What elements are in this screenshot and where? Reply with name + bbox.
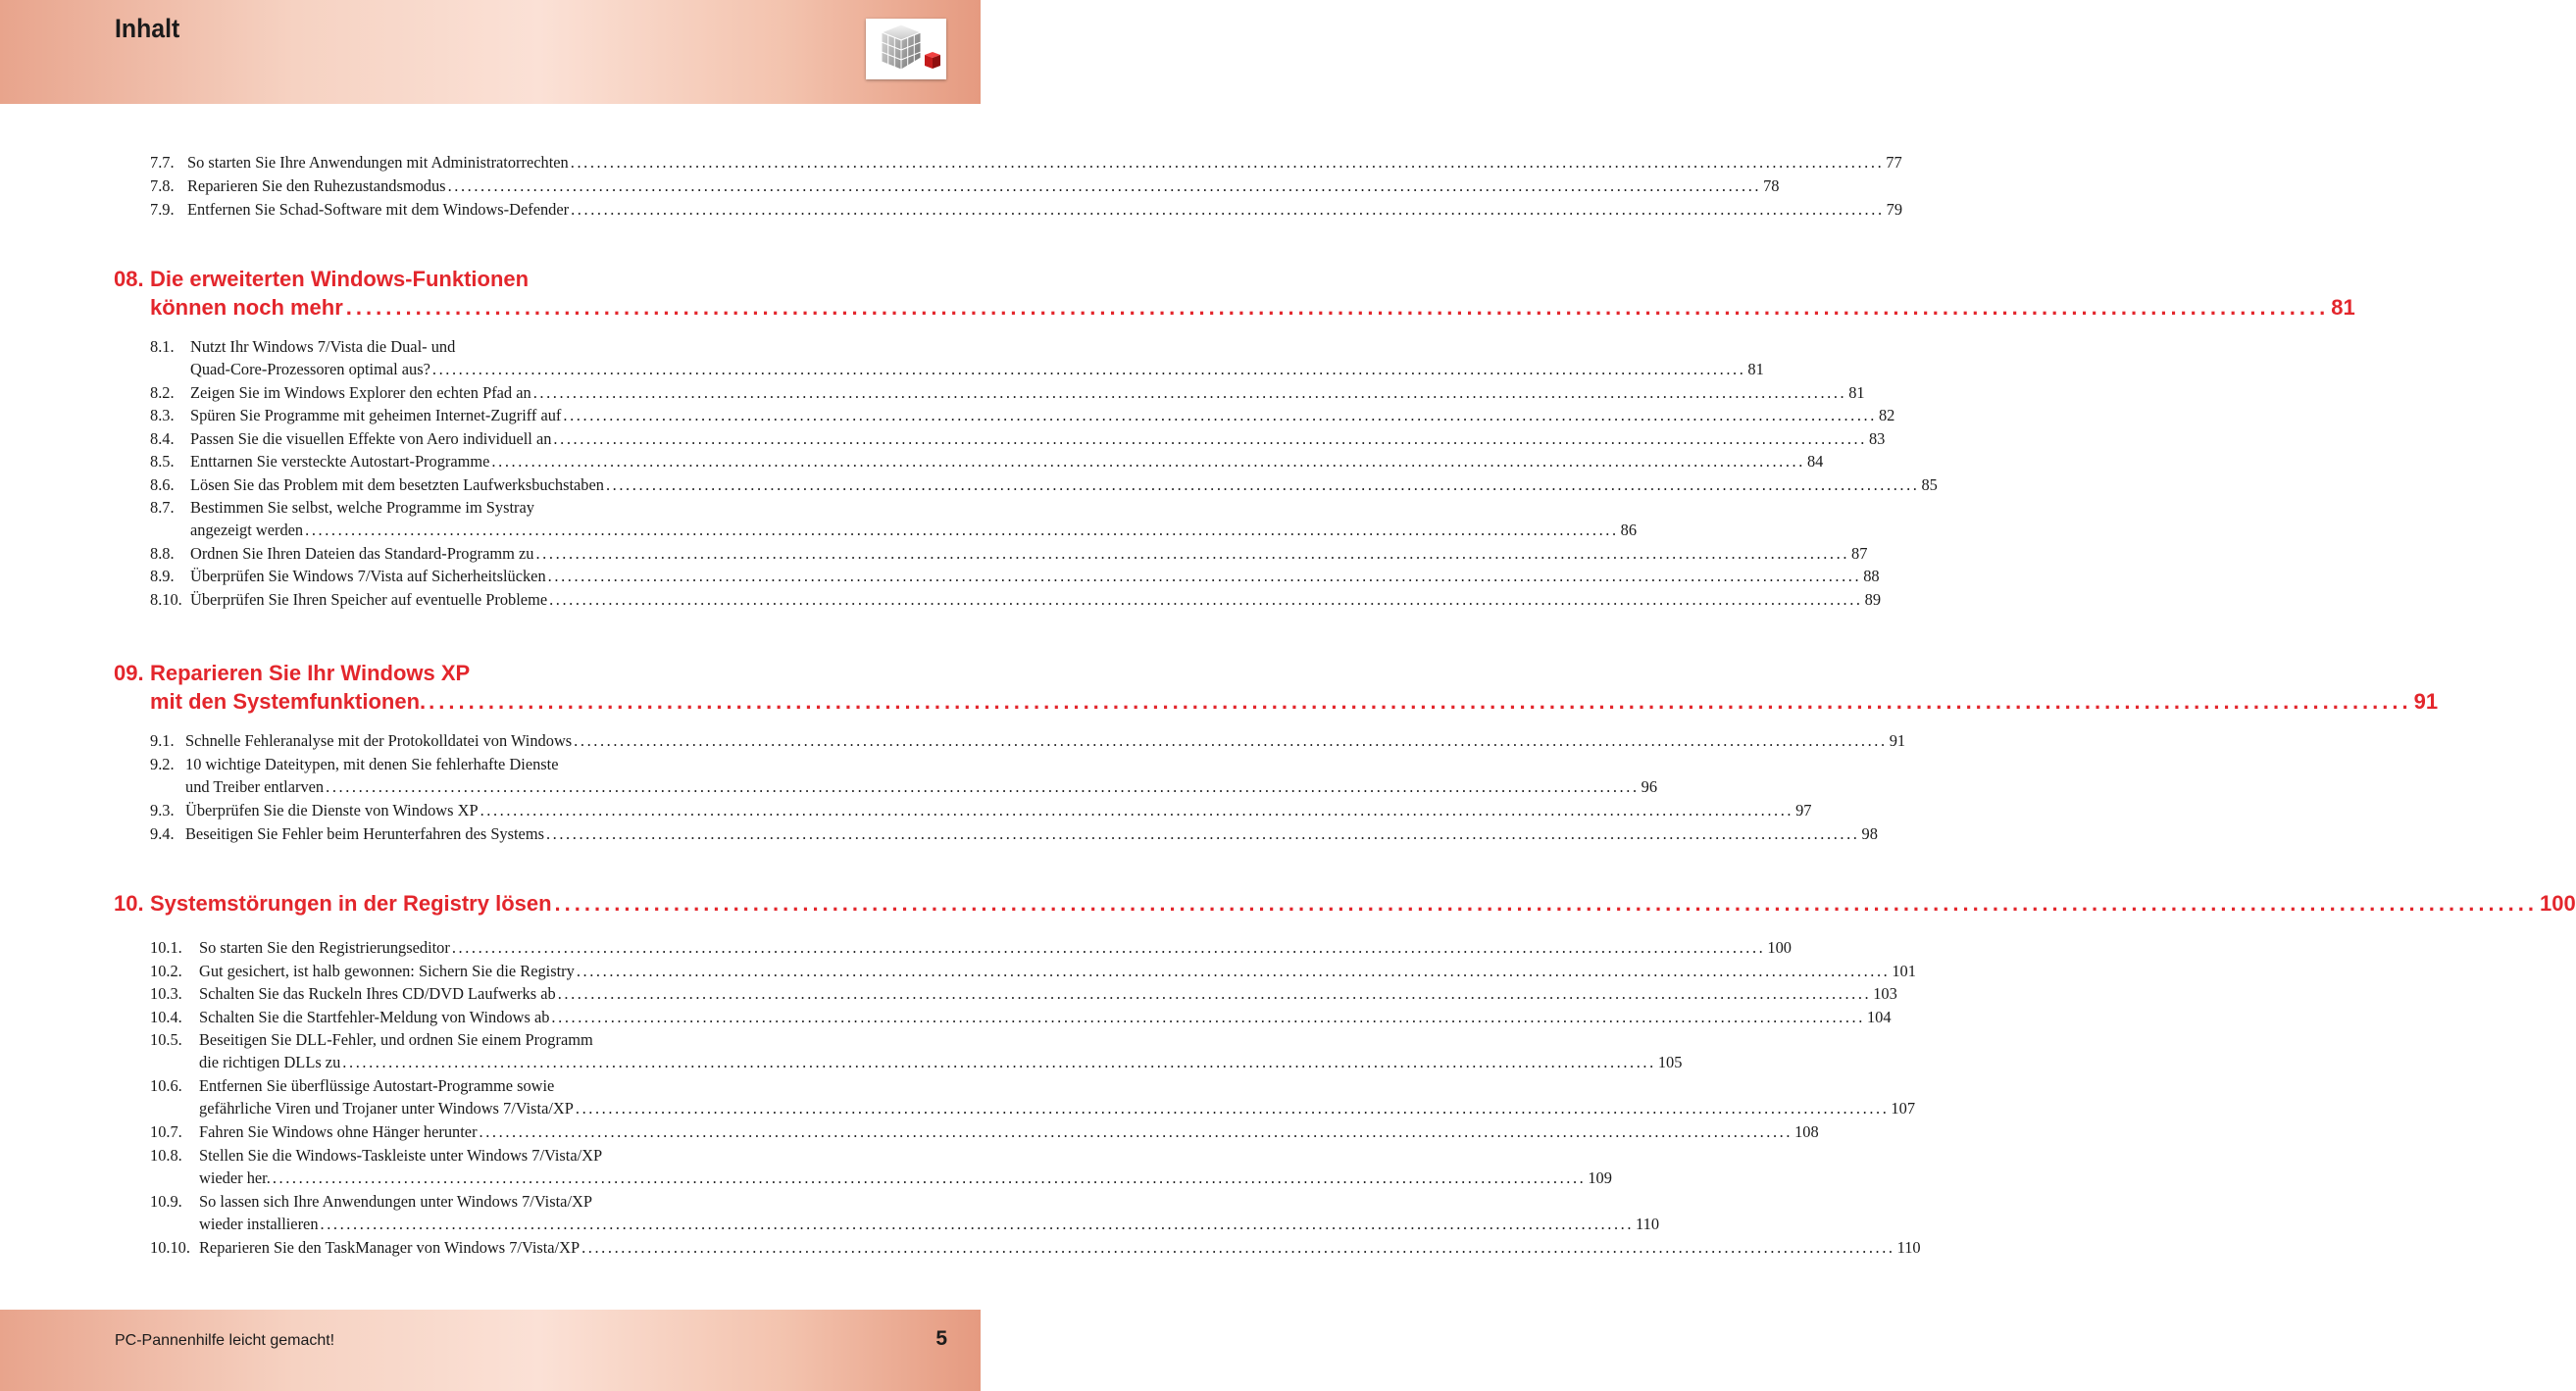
toc-entry-number: 10.1. bbox=[150, 938, 182, 957]
toc-entry bbox=[150, 543, 1868, 565]
toc-entry-title: So starten Sie Ihre Anwendungen mit Administratorrechten bbox=[187, 153, 569, 172]
dot-leader: ........................................................................................................................................................................................................ bbox=[345, 295, 2330, 320]
dot-leader: ........................................................................................................................................................................................................ bbox=[479, 1122, 1793, 1142]
toc-entry-number: 10.4. bbox=[150, 1007, 182, 1026]
chapter-title-row bbox=[150, 890, 2576, 918]
cube-logo-icon bbox=[866, 19, 946, 79]
toc-entry bbox=[150, 1121, 1819, 1143]
toc-entry-title: Reparieren Sie den TaskManager von Windows 7/Vista/XP bbox=[199, 1238, 581, 1257]
dot-leader: ........................................................................................................................................................................................................ bbox=[429, 689, 2412, 714]
dot-leader: ........................................................................................................................................................................................................ bbox=[571, 200, 1885, 219]
toc-entry bbox=[150, 937, 1792, 959]
dot-leader: ........................................................................................................................................................................................................ bbox=[451, 938, 1766, 957]
toc-entry-page: 85 bbox=[1921, 474, 1938, 494]
dot-leader: ........................................................................................................................................................................................................ bbox=[574, 731, 1888, 750]
toc-entry-title: Reparieren Sie den Ruhezustandsmodus bbox=[187, 176, 446, 195]
toc-entry-number: 10.6. bbox=[150, 1076, 182, 1096]
toc-entry-title: Nutzt Ihr Windows 7/Vista die Dual- und bbox=[190, 337, 456, 356]
dot-leader: ........................................................................................................................................................................................................ bbox=[605, 474, 1920, 494]
dot-leader: ........................................................................................................................................................................................................ bbox=[563, 406, 1877, 424]
chapter-title-row bbox=[150, 688, 2439, 716]
toc-entry-page: 81 bbox=[1747, 360, 1764, 378]
toc-entry-title-cont: Quad-Core-Prozessoren optimal aus? bbox=[190, 360, 430, 378]
toc-entry-number: 9.3. bbox=[150, 801, 175, 820]
toc-entry-title-cont: angezeigt werden bbox=[190, 521, 304, 539]
toc-entry bbox=[150, 175, 1780, 197]
toc-entry-continuation bbox=[199, 1167, 1612, 1189]
footer-band bbox=[0, 1310, 981, 1391]
toc-entry-number: 9.4. bbox=[150, 824, 175, 843]
toc-entry-number: 8.4. bbox=[150, 428, 175, 448]
toc-entry-number: 9.1. bbox=[150, 731, 175, 750]
toc-entry-title: Entfernen Sie Schad-Software mit dem Windows-Defender bbox=[187, 200, 570, 219]
toc-entry bbox=[150, 566, 1880, 587]
toc-entry-title: So lassen sich Ihre Anwendungen unter Windows 7/Vista/XP bbox=[199, 1192, 592, 1211]
toc-entry-title-cont: wieder her. bbox=[199, 1168, 271, 1187]
toc-entry bbox=[150, 754, 750, 775]
toc-entry-title: Schalten Sie das Ruckeln Ihres CD/DVD Laufwerks ab bbox=[199, 984, 556, 1004]
chapter-title-row bbox=[150, 294, 2355, 322]
toc-entry-title: Fahren Sie Windows ohne Hänger herunter bbox=[199, 1122, 478, 1142]
dot-leader: ........................................................................................................................................................................................................ bbox=[547, 567, 1862, 585]
toc-entry bbox=[150, 152, 1902, 174]
chapter-page: 100 bbox=[2540, 891, 2576, 916]
toc-entry bbox=[150, 405, 1895, 426]
toc-entry-page: 109 bbox=[1588, 1168, 1612, 1187]
toc-entry-title: Spüren Sie Programme mit geheimen Internet-Zugriff auf bbox=[190, 406, 562, 424]
dot-leader: ........................................................................................................................................................................................................ bbox=[581, 1238, 1895, 1257]
dot-leader: ........................................................................................................................................................................................................ bbox=[320, 1215, 1635, 1233]
toc-entry bbox=[150, 428, 1886, 450]
toc-entry-title: Lösen Sie das Problem mit dem besetzten Laufwerksbuchstaben bbox=[190, 474, 604, 494]
toc-entry bbox=[150, 800, 1812, 821]
toc-entry bbox=[150, 1237, 1921, 1259]
toc-entry-page: 104 bbox=[1866, 1007, 1892, 1026]
dot-leader: ........................................................................................................................................................................................................ bbox=[549, 589, 1863, 609]
toc-entry-title: So starten Sie den Registrierungseditor bbox=[199, 938, 450, 957]
toc-entry-number: 8.10. bbox=[150, 589, 182, 609]
footer-text: PC-Pannenhilfe leicht gemacht! bbox=[115, 1332, 335, 1349]
toc-entry-title: Entfernen Sie überflüssige Autostart-Programme sowie bbox=[199, 1076, 555, 1096]
toc-entry-title: Ordnen Sie Ihren Dateien das Standard-Programm zu bbox=[190, 543, 534, 563]
toc-entry-continuation bbox=[190, 359, 1764, 380]
toc-entry-page: 103 bbox=[1873, 984, 1897, 1004]
toc-entry-page: 86 bbox=[1620, 521, 1638, 539]
toc-entry-page: 108 bbox=[1794, 1122, 1819, 1142]
toc-entry-title: 10 wichtige Dateitypen, mit denen Sie fehlerhafte Dienste bbox=[185, 755, 559, 773]
dot-leader: ........................................................................................................................................................................................................ bbox=[305, 521, 1619, 539]
toc-entry-number: 7.7. bbox=[150, 153, 175, 172]
dot-leader: ........................................................................................................................................................................................................ bbox=[532, 382, 1847, 402]
toc-entry bbox=[150, 589, 1882, 611]
dot-leader: ........................................................................................................................................................................................................ bbox=[545, 824, 1860, 843]
dot-leader: ........................................................................................................................................................................................................ bbox=[342, 1053, 1656, 1072]
toc-entry-title: Beseitigen Sie DLL-Fehler, und ordnen Sie einem Programm bbox=[199, 1030, 593, 1050]
toc-entry-number: 8.1. bbox=[150, 337, 175, 356]
toc-entry bbox=[150, 1075, 750, 1097]
toc-entry-title: Schnelle Fehleranalyse mit der Protokolldatei von Windows bbox=[185, 731, 573, 750]
toc-entry-title: Enttarnen Sie versteckte Autostart-Programme bbox=[190, 452, 490, 471]
toc-entry-number: 8.3. bbox=[150, 406, 175, 424]
toc-entry-page: 107 bbox=[1891, 1099, 1916, 1118]
toc-entry-page: 77 bbox=[1886, 153, 1902, 172]
dot-leader: ........................................................................................................................................................................................................ bbox=[553, 428, 1867, 448]
toc-entry-number: 8.2. bbox=[150, 382, 175, 402]
toc-entry bbox=[150, 983, 1897, 1005]
dot-leader: ........................................................................................................................................................................................................ bbox=[491, 452, 1805, 471]
chapter-title: Die erweiterten Windows-Funktionen bbox=[150, 267, 530, 291]
chapter-number: 09. bbox=[114, 661, 144, 685]
toc-entry-number: 7.8. bbox=[150, 176, 175, 195]
toc-entry-page: 105 bbox=[1657, 1053, 1683, 1072]
toc-entry-number: 8.9. bbox=[150, 567, 175, 585]
toc-entry-number: 10.10. bbox=[150, 1238, 190, 1257]
toc-entry-page: 110 bbox=[1636, 1215, 1660, 1233]
toc-entry-title: Bestimmen Sie selbst, welche Programme im Systray bbox=[190, 498, 534, 517]
toc-entry-title: Stellen Sie die Windows-Taskleiste unter Windows 7/Vista/XP bbox=[199, 1146, 603, 1165]
toc-entry-page: 78 bbox=[1763, 176, 1780, 195]
toc-entry-continuation bbox=[199, 1052, 1683, 1073]
toc-entry-title: Überprüfen Sie Windows 7/Vista auf Sicherheitslücken bbox=[190, 567, 546, 585]
dot-leader: ........................................................................................................................................................................................................ bbox=[326, 777, 1640, 796]
toc-entry-number: 8.7. bbox=[150, 498, 175, 517]
toc-entry-continuation bbox=[199, 1098, 1916, 1119]
dot-leader: ........................................................................................................................................................................................................ bbox=[557, 984, 1872, 1004]
toc-entry-number: 10.9. bbox=[150, 1192, 182, 1211]
dot-leader: ........................................................................................................................................................................................................ bbox=[570, 153, 1885, 172]
toc-entry-title-cont: gefährliche Viren und Trojaner unter Windows 7/Vista/XP bbox=[199, 1099, 574, 1118]
dot-leader: ........................................................................................................................................................................................................ bbox=[575, 1099, 1890, 1118]
chapter-title: Systemstörungen in der Registry lösen bbox=[150, 891, 552, 916]
toc-entry-page: 83 bbox=[1868, 428, 1886, 448]
chapter-page: 91 bbox=[2413, 689, 2439, 714]
dot-leader: ........................................................................................................................................................................................................ bbox=[480, 801, 1794, 820]
toc-entry-continuation bbox=[199, 1214, 1660, 1235]
toc-entry-page: 96 bbox=[1641, 777, 1658, 796]
chapter-title: mit den Systemfunktionen. bbox=[150, 689, 427, 714]
toc-entry-title: Beseitigen Sie Fehler beim Herunterfahren des Systems bbox=[185, 824, 544, 843]
logo bbox=[866, 19, 946, 79]
toc-entry-page: 98 bbox=[1861, 824, 1878, 843]
dot-leader: ........................................................................................................................................................................................................ bbox=[535, 543, 1850, 563]
toc-entry-number: 10.5. bbox=[150, 1030, 182, 1050]
toc-entry-page: 84 bbox=[1806, 452, 1824, 471]
toc-entry bbox=[150, 1029, 750, 1051]
toc-entry-title: Passen Sie die visuellen Effekte von Aero individuell an bbox=[190, 428, 552, 448]
toc-entry-page: 82 bbox=[1878, 406, 1895, 424]
toc-entry bbox=[150, 1007, 1892, 1028]
toc-entry bbox=[150, 1191, 750, 1213]
toc-entry-number: 8.5. bbox=[150, 452, 175, 471]
toc-entry-number: 8.6. bbox=[150, 474, 175, 494]
chapter-page: 81 bbox=[2331, 295, 2355, 320]
chapter-title: können noch mehr bbox=[150, 295, 343, 320]
page-number: 5 bbox=[935, 1327, 947, 1350]
toc-entry-page: 101 bbox=[1892, 961, 1916, 980]
dot-leader: ........................................................................................................................................................................................................ bbox=[551, 1007, 1865, 1026]
dot-leader: ........................................................................................................................................................................................................ bbox=[431, 360, 1746, 378]
page-title: Inhalt bbox=[115, 14, 180, 43]
toc-entry-page: 97 bbox=[1795, 801, 1812, 820]
toc-entry bbox=[150, 336, 750, 358]
toc-entry-title-cont: wieder installieren bbox=[199, 1215, 319, 1233]
toc-entry bbox=[150, 730, 1906, 752]
toc-entry-title-cont: die richtigen DLLs zu bbox=[199, 1053, 341, 1072]
dot-leader: ........................................................................................................................................................................................................ bbox=[272, 1168, 1587, 1187]
chapter-number: 10. bbox=[114, 891, 144, 916]
toc-entry-title: Überprüfen Sie Ihren Speicher auf eventuelle Probleme bbox=[190, 589, 548, 609]
toc-entry bbox=[150, 823, 1878, 845]
toc-entry-title: Zeigen Sie im Windows Explorer den echten Pfad an bbox=[190, 382, 531, 402]
toc-entry-title: Überprüfen Sie die Dienste von Windows XP bbox=[185, 801, 479, 820]
dot-leader: ........................................................................................................................................................................................................ bbox=[554, 891, 2539, 916]
toc-entry bbox=[150, 474, 1938, 496]
toc-entry-page: 79 bbox=[1886, 200, 1903, 219]
dot-leader: ........................................................................................................................................................................................................ bbox=[447, 176, 1762, 195]
toc-entry-number: 9.2. bbox=[150, 755, 175, 773]
toc-entry bbox=[150, 1145, 750, 1167]
toc-entry bbox=[150, 497, 750, 519]
toc-entry-page: 91 bbox=[1889, 731, 1906, 750]
dot-leader: ........................................................................................................................................................................................................ bbox=[576, 961, 1891, 980]
toc-entry-continuation bbox=[190, 520, 1638, 541]
toc-entry-page: 110 bbox=[1896, 1238, 1921, 1257]
toc-entry-number: 10.3. bbox=[150, 984, 182, 1004]
toc-entry-title: Schalten Sie die Startfehler-Meldung von Windows ab bbox=[199, 1007, 550, 1026]
chapter-number: 08. bbox=[114, 267, 144, 291]
toc-entry bbox=[150, 199, 1903, 221]
toc-entry-title: Gut gesichert, ist halb gewonnen: Sichern Sie die Registry bbox=[199, 961, 575, 980]
toc-entry-page: 88 bbox=[1863, 567, 1880, 585]
toc-entry-number: 10.2. bbox=[150, 961, 182, 980]
toc-entry-number: 10.8. bbox=[150, 1146, 182, 1165]
toc-entry bbox=[150, 382, 1865, 404]
toc-entry-page: 81 bbox=[1848, 382, 1865, 402]
toc-entry bbox=[150, 451, 1824, 472]
chapter-title: Reparieren Sie Ihr Windows XP bbox=[150, 661, 471, 685]
toc-entry-page: 87 bbox=[1851, 543, 1868, 563]
toc-entry-number: 8.8. bbox=[150, 543, 175, 563]
toc-entry-page: 100 bbox=[1767, 938, 1792, 957]
toc-entry-number: 10.7. bbox=[150, 1122, 182, 1142]
toc-entry-title-cont: und Treiber entlarven bbox=[185, 777, 325, 796]
toc-entry-page: 89 bbox=[1864, 589, 1882, 609]
toc-entry bbox=[150, 961, 1916, 982]
toc-entry-number: 7.9. bbox=[150, 200, 175, 219]
toc-entry-continuation bbox=[185, 776, 1658, 798]
